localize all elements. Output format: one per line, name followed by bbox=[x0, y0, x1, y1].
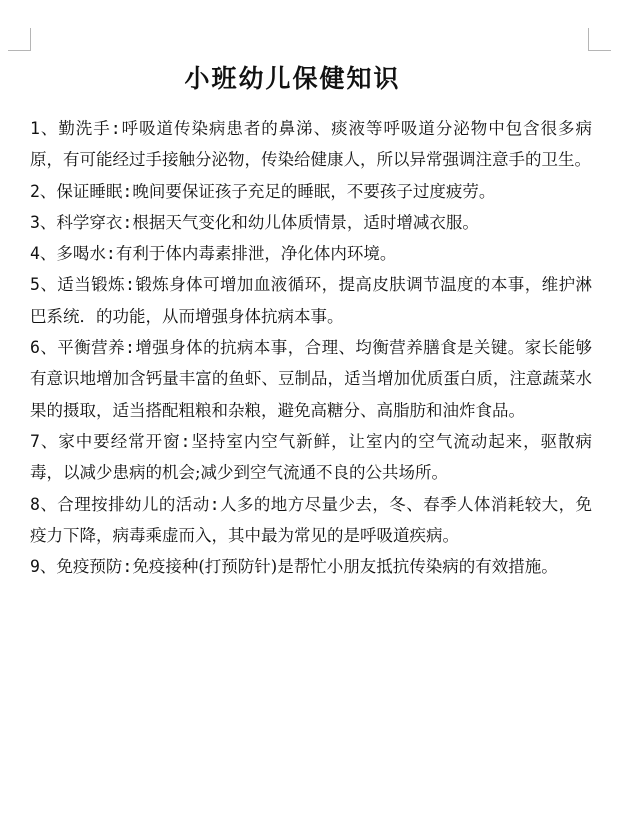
item-text: 晚间要保证孩子充足的睡眠，不要孩子过度疲劳。 bbox=[132, 181, 496, 201]
list-item bbox=[30, 551, 592, 582]
item-label: 7、家中要经常开窗: bbox=[30, 431, 191, 451]
item-label: 6、平衡营养: bbox=[30, 338, 135, 358]
item-text: 免疫接种(打预防针)是帮忙小朋友抵抗传染病的有效措施。 bbox=[132, 557, 558, 577]
item-label: 2、保证睡眠: bbox=[30, 181, 133, 201]
page-corner-mark-top-right bbox=[588, 28, 611, 51]
list-item bbox=[30, 489, 592, 552]
item-label: 1、勤洗手: bbox=[30, 119, 121, 138]
item-text: 增强身体的抗病本事，合理、均衡营养膳食是关键。家长能够有意识地增加含钙量丰富的鱼虾、豆制品，适当增加优质蛋白质，注意蔬菜水果的摄取，适当搭配粗粮和杂粮，避免高糖分、高脂肪和油炸食品。 bbox=[30, 338, 592, 420]
list-item bbox=[30, 113, 592, 176]
page-corner-mark-top-left bbox=[8, 28, 31, 51]
item-text: 根据天气变化和幼儿体质情景，适时增减衣服。 bbox=[132, 212, 479, 232]
item-text: 有利于体内毒素排泄，净化体内环境。 bbox=[115, 244, 397, 264]
list-item bbox=[30, 332, 592, 426]
item-text: 人多的地方尽量少去，冬、春季人体消耗较大，免疫力下降，病毒乘虚而入，其中最为常见的是呼吸道疾病。 bbox=[30, 494, 592, 545]
item-label: 9、免疫预防: bbox=[30, 557, 133, 577]
document-body bbox=[30, 113, 592, 582]
list-item bbox=[30, 207, 592, 238]
item-label: 8、合理按排幼儿的活动: bbox=[30, 494, 220, 514]
document-title: 小班幼儿保健知识 bbox=[184, 63, 401, 93]
item-label: 3、科学穿衣: bbox=[30, 212, 133, 232]
item-label: 4、多喝水: bbox=[30, 244, 116, 264]
item-label: 5、适当锻炼: bbox=[30, 275, 135, 295]
item-text: 呼吸道传染病患者的鼻涕、痰液等呼吸道分泌物中包含很多病原，有可能经过手接触分泌物，传染给健康人，所以异常强调注意手的卫生。 bbox=[30, 119, 592, 170]
list-item bbox=[30, 176, 592, 207]
list-item bbox=[30, 426, 592, 489]
list-item bbox=[30, 238, 592, 269]
list-item bbox=[30, 269, 592, 332]
item-text: 锻炼身体可增加血液循环，提高皮肤调节温度的本事，维护淋巴系统．的功能，从而增强身体抗病本事。 bbox=[30, 275, 592, 326]
item-text: 坚持室内空气新鲜，让室内的空气流动起来，驱散病毒，以减少患病的机会;减少到空气流通不良的公共场所。 bbox=[30, 431, 592, 483]
